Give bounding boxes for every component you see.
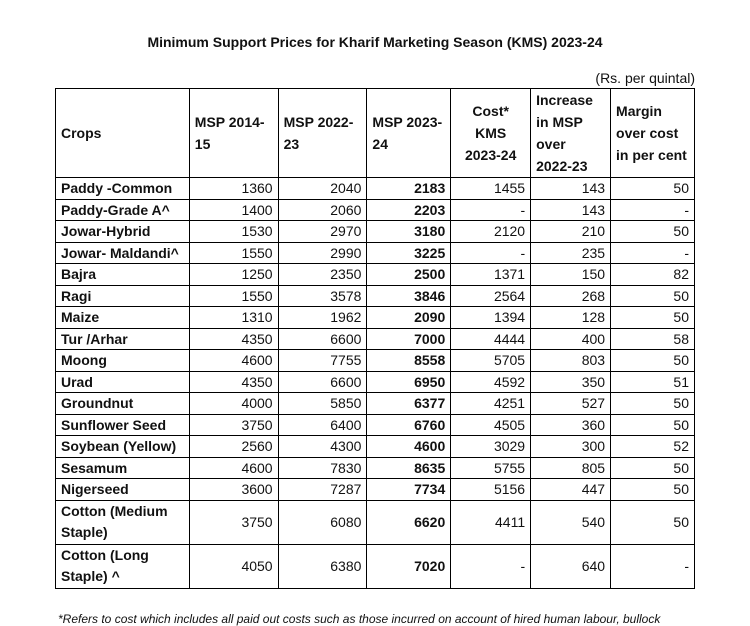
cell-cost: 1394 xyxy=(451,307,531,329)
cell-increase: 128 xyxy=(531,307,611,329)
cell-cost: 2120 xyxy=(451,221,531,243)
cell-increase: 268 xyxy=(531,285,611,307)
cell-msp-2022-23: 7287 xyxy=(278,479,367,501)
cell-margin: 50 xyxy=(611,393,695,415)
table-row xyxy=(56,371,695,393)
cell-msp-2022-23: 2970 xyxy=(278,221,367,243)
cell-cost: 4411 xyxy=(451,500,531,544)
cell-margin: 50 xyxy=(611,221,695,243)
header-msp-2023-24: MSP 2023-24 xyxy=(367,89,451,178)
cell-msp-2023-24: 8635 xyxy=(367,457,451,479)
cell-msp-2023-24: 6377 xyxy=(367,393,451,415)
cell-cost: - xyxy=(451,242,531,264)
table-row xyxy=(56,264,695,286)
cell-msp-2014-15: 4600 xyxy=(189,350,278,372)
cell-msp-2023-24: 6950 xyxy=(367,371,451,393)
header-crops: Crops xyxy=(56,89,190,178)
cell-msp-2023-24: 2500 xyxy=(367,264,451,286)
cell-increase: 447 xyxy=(531,479,611,501)
cell-msp-2022-23: 1962 xyxy=(278,307,367,329)
cell-margin: 58 xyxy=(611,328,695,350)
cell-cost: 5705 xyxy=(451,350,531,372)
cell-margin: - xyxy=(611,242,695,264)
cell-increase: 143 xyxy=(531,178,611,200)
cell-increase: 527 xyxy=(531,393,611,415)
cell-msp-2014-15: 1550 xyxy=(189,242,278,264)
cell-msp-2014-15: 1250 xyxy=(189,264,278,286)
cell-cost: 5755 xyxy=(451,457,531,479)
cell-crop: Paddy-Grade A^ xyxy=(56,199,190,221)
cell-msp-2023-24: 8558 xyxy=(367,350,451,372)
cell-msp-2014-15: 3750 xyxy=(189,414,278,436)
cell-increase: 640 xyxy=(531,544,611,588)
cell-msp-2014-15: 1530 xyxy=(189,221,278,243)
cell-margin: 50 xyxy=(611,350,695,372)
header-row xyxy=(56,89,695,178)
cell-crop: Tur /Arhar xyxy=(56,328,190,350)
cell-crop: Paddy -Common xyxy=(56,178,190,200)
cell-msp-2014-15: 4350 xyxy=(189,328,278,350)
cell-increase: 300 xyxy=(531,436,611,458)
table-row xyxy=(56,544,695,588)
table-row xyxy=(56,328,695,350)
cell-msp-2022-23: 6380 xyxy=(278,544,367,588)
table-row xyxy=(56,500,695,544)
cell-msp-2022-23: 6600 xyxy=(278,328,367,350)
cell-msp-2022-23: 2350 xyxy=(278,264,367,286)
cell-cost: 5156 xyxy=(451,479,531,501)
cell-margin: 50 xyxy=(611,479,695,501)
cell-cost: 3029 xyxy=(451,436,531,458)
cell-cost: - xyxy=(451,199,531,221)
cell-increase: 805 xyxy=(531,457,611,479)
cell-margin: 50 xyxy=(611,457,695,479)
cell-msp-2022-23: 6400 xyxy=(278,414,367,436)
cell-cost: 1371 xyxy=(451,264,531,286)
cell-cost: 2564 xyxy=(451,285,531,307)
cell-margin: 50 xyxy=(611,500,695,544)
cell-msp-2022-23: 2060 xyxy=(278,199,367,221)
cell-crop: Jowar-Hybrid xyxy=(56,221,190,243)
cell-increase: 235 xyxy=(531,242,611,264)
cell-msp-2014-15: 3600 xyxy=(189,479,278,501)
cell-msp-2023-24: 7020 xyxy=(367,544,451,588)
cell-msp-2014-15: 4600 xyxy=(189,457,278,479)
cell-cost: 4592 xyxy=(451,371,531,393)
cell-cost: 1455 xyxy=(451,178,531,200)
cell-increase: 143 xyxy=(531,199,611,221)
cell-msp-2023-24: 7000 xyxy=(367,328,451,350)
cell-msp-2014-15: 2560 xyxy=(189,436,278,458)
cell-msp-2023-24: 3225 xyxy=(367,242,451,264)
cell-crop: Sesamum xyxy=(56,457,190,479)
cell-msp-2022-23: 6600 xyxy=(278,371,367,393)
cell-crop: Urad xyxy=(56,371,190,393)
header-margin: Margin over cost in per cent xyxy=(611,89,695,178)
cell-margin: 51 xyxy=(611,371,695,393)
cell-msp-2022-23: 7755 xyxy=(278,350,367,372)
cell-msp-2014-15: 1550 xyxy=(189,285,278,307)
cell-crop: Cotton (Long Staple) ^ xyxy=(56,544,190,588)
cell-crop: Sunflower Seed xyxy=(56,414,190,436)
header-cost: Cost* KMS 2023-24 xyxy=(451,89,531,178)
table-body xyxy=(56,178,695,589)
cell-margin: - xyxy=(611,199,695,221)
cell-msp-2022-23: 3578 xyxy=(278,285,367,307)
page-title: Minimum Support Prices for Kharif Marketing Season (KMS) 2023-24 xyxy=(147,34,603,50)
cell-msp-2014-15: 4350 xyxy=(189,371,278,393)
cell-increase: 210 xyxy=(531,221,611,243)
cell-crop: Cotton (Medium Staple) xyxy=(56,500,190,544)
table-row xyxy=(56,350,695,372)
table-row xyxy=(56,221,695,243)
cell-msp-2014-15: 1400 xyxy=(189,199,278,221)
table-row xyxy=(56,242,695,264)
cell-msp-2022-23: 2040 xyxy=(278,178,367,200)
cell-crop: Soybean (Yellow) xyxy=(56,436,190,458)
header-msp-2014-15: MSP 2014-15 xyxy=(189,89,278,178)
cell-margin: 50 xyxy=(611,178,695,200)
table-row xyxy=(56,199,695,221)
cell-crop: Nigerseed xyxy=(56,479,190,501)
table-row xyxy=(56,285,695,307)
table-row xyxy=(56,307,695,329)
cell-margin: - xyxy=(611,544,695,588)
cell-msp-2023-24: 3180 xyxy=(367,221,451,243)
cell-msp-2023-24: 6760 xyxy=(367,414,451,436)
table-row xyxy=(56,414,695,436)
table-row xyxy=(56,457,695,479)
cell-msp-2014-15: 4050 xyxy=(189,544,278,588)
cell-msp-2023-24: 3846 xyxy=(367,285,451,307)
cell-margin: 52 xyxy=(611,436,695,458)
cell-increase: 803 xyxy=(531,350,611,372)
cell-cost: 4505 xyxy=(451,414,531,436)
cell-cost: 4251 xyxy=(451,393,531,415)
cell-msp-2014-15: 1360 xyxy=(189,178,278,200)
cell-msp-2014-15: 3750 xyxy=(189,500,278,544)
cell-crop: Bajra xyxy=(56,264,190,286)
footnote: *Refers to cost which includes all paid out costs such as those incurred on account of hired human labour, bullock xyxy=(58,612,661,626)
cell-margin: 50 xyxy=(611,285,695,307)
table-row xyxy=(56,393,695,415)
cell-msp-2022-23: 6080 xyxy=(278,500,367,544)
msp-table xyxy=(55,88,695,589)
cell-increase: 400 xyxy=(531,328,611,350)
cell-msp-2022-23: 7830 xyxy=(278,457,367,479)
cell-msp-2022-23: 5850 xyxy=(278,393,367,415)
cell-cost: - xyxy=(451,544,531,588)
cell-cost: 4444 xyxy=(451,328,531,350)
cell-crop: Groundnut xyxy=(56,393,190,415)
cell-crop: Jowar- Maldandi^ xyxy=(56,242,190,264)
cell-msp-2014-15: 1310 xyxy=(189,307,278,329)
table-row xyxy=(56,436,695,458)
cell-increase: 150 xyxy=(531,264,611,286)
cell-margin: 82 xyxy=(611,264,695,286)
cell-crop: Maize xyxy=(56,307,190,329)
cell-increase: 350 xyxy=(531,371,611,393)
cell-msp-2023-24: 7734 xyxy=(367,479,451,501)
header-increase: Increase in MSP over 2022-23 xyxy=(531,89,611,178)
cell-msp-2023-24: 2203 xyxy=(367,199,451,221)
cell-msp-2023-24: 2183 xyxy=(367,178,451,200)
table-row xyxy=(56,479,695,501)
cell-msp-2023-24: 2090 xyxy=(367,307,451,329)
unit-note: (Rs. per quintal) xyxy=(595,70,695,86)
cell-msp-2023-24: 6620 xyxy=(367,500,451,544)
cell-msp-2022-23: 4300 xyxy=(278,436,367,458)
cell-msp-2023-24: 4600 xyxy=(367,436,451,458)
cell-crop: Moong xyxy=(56,350,190,372)
cell-msp-2014-15: 4000 xyxy=(189,393,278,415)
cell-margin: 50 xyxy=(611,307,695,329)
table-row xyxy=(56,178,695,200)
cell-increase: 360 xyxy=(531,414,611,436)
header-msp-2022-23: MSP 2022-23 xyxy=(278,89,367,178)
cell-margin: 50 xyxy=(611,414,695,436)
cell-increase: 540 xyxy=(531,500,611,544)
cell-msp-2022-23: 2990 xyxy=(278,242,367,264)
cell-crop: Ragi xyxy=(56,285,190,307)
